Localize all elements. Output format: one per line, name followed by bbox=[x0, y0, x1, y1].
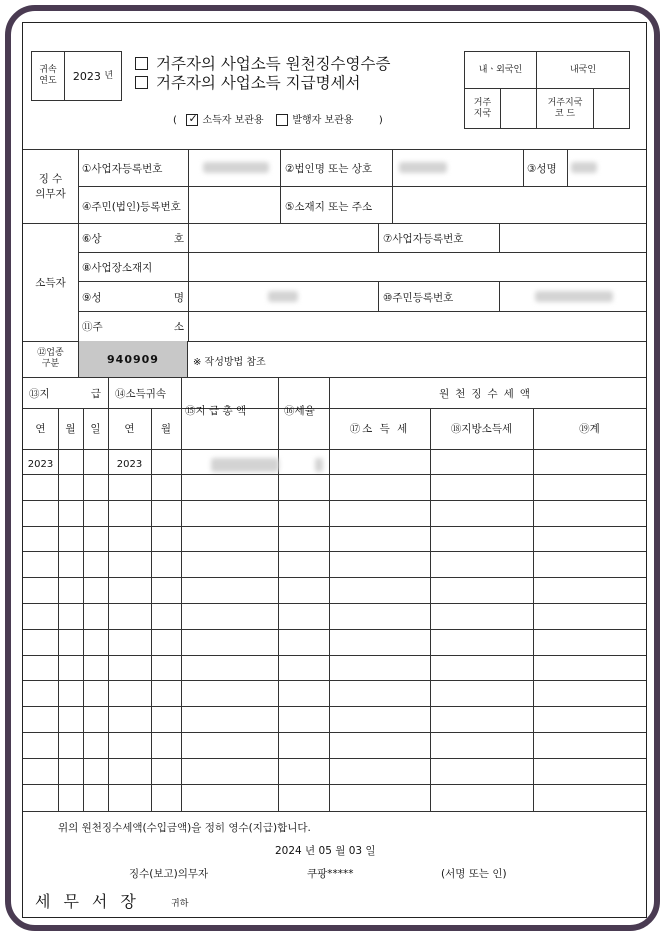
divider bbox=[567, 149, 568, 186]
certification-text: 위의 원천징수세액(수입금액)을 정히 영수(지급)합니다. bbox=[58, 822, 311, 834]
income-tax-header: ⑰소 득 세 bbox=[349, 423, 410, 435]
income-earner-label: 소득자 bbox=[35, 276, 66, 289]
table-row bbox=[23, 500, 646, 501]
issue-date: 2024 년 05 월 03 일 bbox=[275, 845, 376, 857]
divider bbox=[78, 186, 646, 187]
business-reg-no-redacted bbox=[203, 162, 269, 173]
income-period-header: ⑭소득귀속 bbox=[115, 388, 167, 400]
title-line-1 bbox=[135, 55, 455, 74]
industry-label-1: ⑫업종 bbox=[37, 348, 64, 358]
divider bbox=[108, 377, 109, 811]
table-row bbox=[23, 655, 646, 656]
issuer-copy-label: 발행자 보관용 bbox=[292, 115, 354, 126]
copy-type-row bbox=[173, 111, 383, 126]
divider bbox=[430, 408, 431, 811]
row1-rate-redacted bbox=[315, 458, 323, 472]
trade-name-label-1: ⑥상 bbox=[82, 233, 102, 245]
trade-name-label-2: 호 bbox=[173, 233, 184, 245]
industry-code-label bbox=[23, 341, 78, 377]
table-row bbox=[23, 603, 646, 604]
divider bbox=[278, 377, 279, 811]
table-row bbox=[23, 680, 646, 681]
divider bbox=[23, 149, 646, 150]
row1-period-year: 2023 bbox=[116, 459, 143, 470]
business-reg-no-label: ①사업자등록번호 bbox=[82, 163, 163, 175]
industry-label-2: 구분 bbox=[41, 359, 60, 369]
nationality-label: 내ㆍ외국인 bbox=[478, 64, 523, 75]
divider bbox=[188, 223, 189, 341]
residence-country-label-1: 거주 bbox=[473, 97, 492, 108]
table-row bbox=[23, 706, 646, 707]
divider bbox=[392, 149, 393, 223]
residence-code-label-cell bbox=[536, 88, 594, 129]
earner-name-label-1: ⑨성 bbox=[82, 292, 102, 304]
residence-country-label-cell bbox=[464, 88, 501, 129]
withholding-agent-label bbox=[23, 149, 78, 223]
row1-total-redacted bbox=[211, 458, 279, 472]
earner-resident-reg-redacted bbox=[535, 291, 613, 302]
table-row bbox=[23, 758, 646, 759]
paren-open: ( bbox=[173, 115, 177, 126]
tax-rate-header: ⑯세율 bbox=[284, 405, 315, 417]
divider bbox=[78, 281, 646, 282]
table-row bbox=[23, 474, 646, 475]
divider bbox=[523, 149, 524, 186]
corp-name-label: ②법인명 또는 상호 bbox=[285, 163, 373, 175]
nationality-label-cell bbox=[464, 51, 537, 89]
divider bbox=[329, 377, 330, 811]
earner-business-reg-label: ⑦사업자등록번호 bbox=[383, 233, 464, 245]
divider bbox=[23, 408, 181, 409]
table-row bbox=[23, 577, 646, 578]
checkbox-square-icon bbox=[135, 57, 148, 70]
divider bbox=[188, 149, 189, 223]
honorific: 귀하 bbox=[171, 899, 189, 909]
total-payment-header: ⑮지 급 총 액 bbox=[185, 405, 247, 417]
table-row bbox=[23, 526, 646, 527]
residence-code-label-1: 거주지국 bbox=[547, 97, 583, 108]
residence-country-label-2: 지국 bbox=[473, 108, 492, 119]
table-row bbox=[23, 784, 646, 785]
nationality-value: 내국인 bbox=[569, 64, 597, 75]
divider bbox=[181, 377, 182, 811]
agent-label-1: 징 수 bbox=[38, 173, 63, 185]
issuer-copy-checkbox[interactable] bbox=[276, 114, 288, 126]
year-value: 2023 bbox=[72, 69, 101, 83]
divider bbox=[329, 408, 646, 409]
checkbox-square-icon bbox=[135, 76, 148, 89]
divider bbox=[23, 223, 646, 224]
earner-address-label-2: 소 bbox=[173, 321, 184, 333]
agent-label-2: 의무자 bbox=[35, 188, 66, 200]
year-value-cell[interactable] bbox=[64, 51, 122, 101]
divider bbox=[533, 408, 534, 811]
withholding-agent-footer-label: 징수(보고)의무자 bbox=[129, 868, 209, 880]
divider bbox=[23, 811, 646, 812]
earner-name-redacted bbox=[268, 291, 298, 302]
year-label-cell bbox=[31, 51, 65, 101]
divider bbox=[83, 408, 84, 811]
earner-address-label bbox=[82, 319, 184, 334]
earner-address-label-1: ⑪주 bbox=[82, 321, 103, 333]
trade-name-label bbox=[82, 231, 184, 246]
table-row bbox=[23, 732, 646, 733]
local-income-tax-header: ⑱지방소득세 bbox=[450, 423, 513, 435]
divider bbox=[499, 281, 500, 311]
earner-name-label bbox=[82, 290, 184, 305]
row1-pay-year: 2023 bbox=[27, 459, 54, 470]
residence-code-label-2: 코 드 bbox=[554, 108, 576, 119]
divider bbox=[23, 449, 646, 450]
residence-country-value-cell[interactable] bbox=[500, 88, 537, 129]
recipient-copy-label: 소득자 보관용 bbox=[202, 115, 264, 126]
period-month-header: 월 bbox=[160, 423, 172, 435]
divider bbox=[499, 223, 500, 252]
pay-day-header: 일 bbox=[90, 423, 101, 435]
recipient-copy-checkbox[interactable] bbox=[186, 114, 198, 126]
year-unit: 년 bbox=[104, 70, 114, 81]
receipt-sheet bbox=[22, 22, 647, 918]
table-row bbox=[23, 629, 646, 630]
form-title bbox=[135, 55, 455, 93]
title-line-2 bbox=[135, 74, 455, 93]
divider bbox=[23, 377, 646, 378]
divider bbox=[78, 252, 646, 253]
payment-header-2: 급 bbox=[90, 388, 101, 400]
table-row bbox=[23, 551, 646, 552]
divider bbox=[280, 149, 281, 223]
divider bbox=[78, 149, 79, 341]
industry-code-value[interactable]: 940909 bbox=[78, 341, 188, 377]
address-label: ⑤소재지 또는 주소 bbox=[285, 201, 373, 213]
divider bbox=[58, 408, 59, 811]
year-label-2: 연도 bbox=[39, 76, 57, 86]
year-label-1: 귀속 bbox=[39, 65, 57, 75]
divider bbox=[78, 311, 646, 312]
divider bbox=[378, 281, 379, 311]
sum-header: ⑲계 bbox=[579, 423, 600, 435]
residence-code-value-cell[interactable] bbox=[593, 88, 630, 129]
payment-header-1: ⑬지 bbox=[29, 388, 50, 400]
title-1-text: 거주자의 사업소득 원천징수영수증 bbox=[156, 55, 391, 73]
withholding-agent-footer-value: 쿠팡***** bbox=[307, 868, 354, 880]
agent-name-redacted bbox=[571, 162, 597, 173]
withheld-tax-header: 원천징수세액 bbox=[439, 388, 536, 400]
payment-date-header bbox=[29, 386, 101, 401]
divider bbox=[151, 408, 152, 811]
industry-note: ※ 작성방법 참조 bbox=[193, 357, 266, 368]
agent-name-label: ③성명 bbox=[527, 163, 557, 175]
tax-office-chief: 세무서장 bbox=[35, 892, 149, 911]
resident-reg-no-label: ④주민(법인)등록번호 bbox=[82, 201, 181, 213]
nationality-value-cell[interactable] bbox=[536, 51, 630, 89]
title-2-text: 거주자의 사업소득 지급명세서 bbox=[156, 74, 361, 92]
business-address-label: ⑧사업장소재지 bbox=[82, 262, 153, 274]
divider bbox=[378, 223, 379, 252]
pay-year-header: 연 bbox=[35, 423, 46, 435]
period-year-header: 연 bbox=[124, 423, 135, 435]
corp-name-redacted bbox=[399, 162, 447, 173]
signature-placeholder: (서명 또는 인) bbox=[441, 868, 507, 880]
paren-close: ) bbox=[378, 115, 383, 126]
earner-name-label-2: 명 bbox=[173, 292, 184, 304]
pay-month-header: 월 bbox=[65, 423, 76, 435]
earner-resident-reg-label: ⑩주민등록번호 bbox=[383, 292, 454, 304]
